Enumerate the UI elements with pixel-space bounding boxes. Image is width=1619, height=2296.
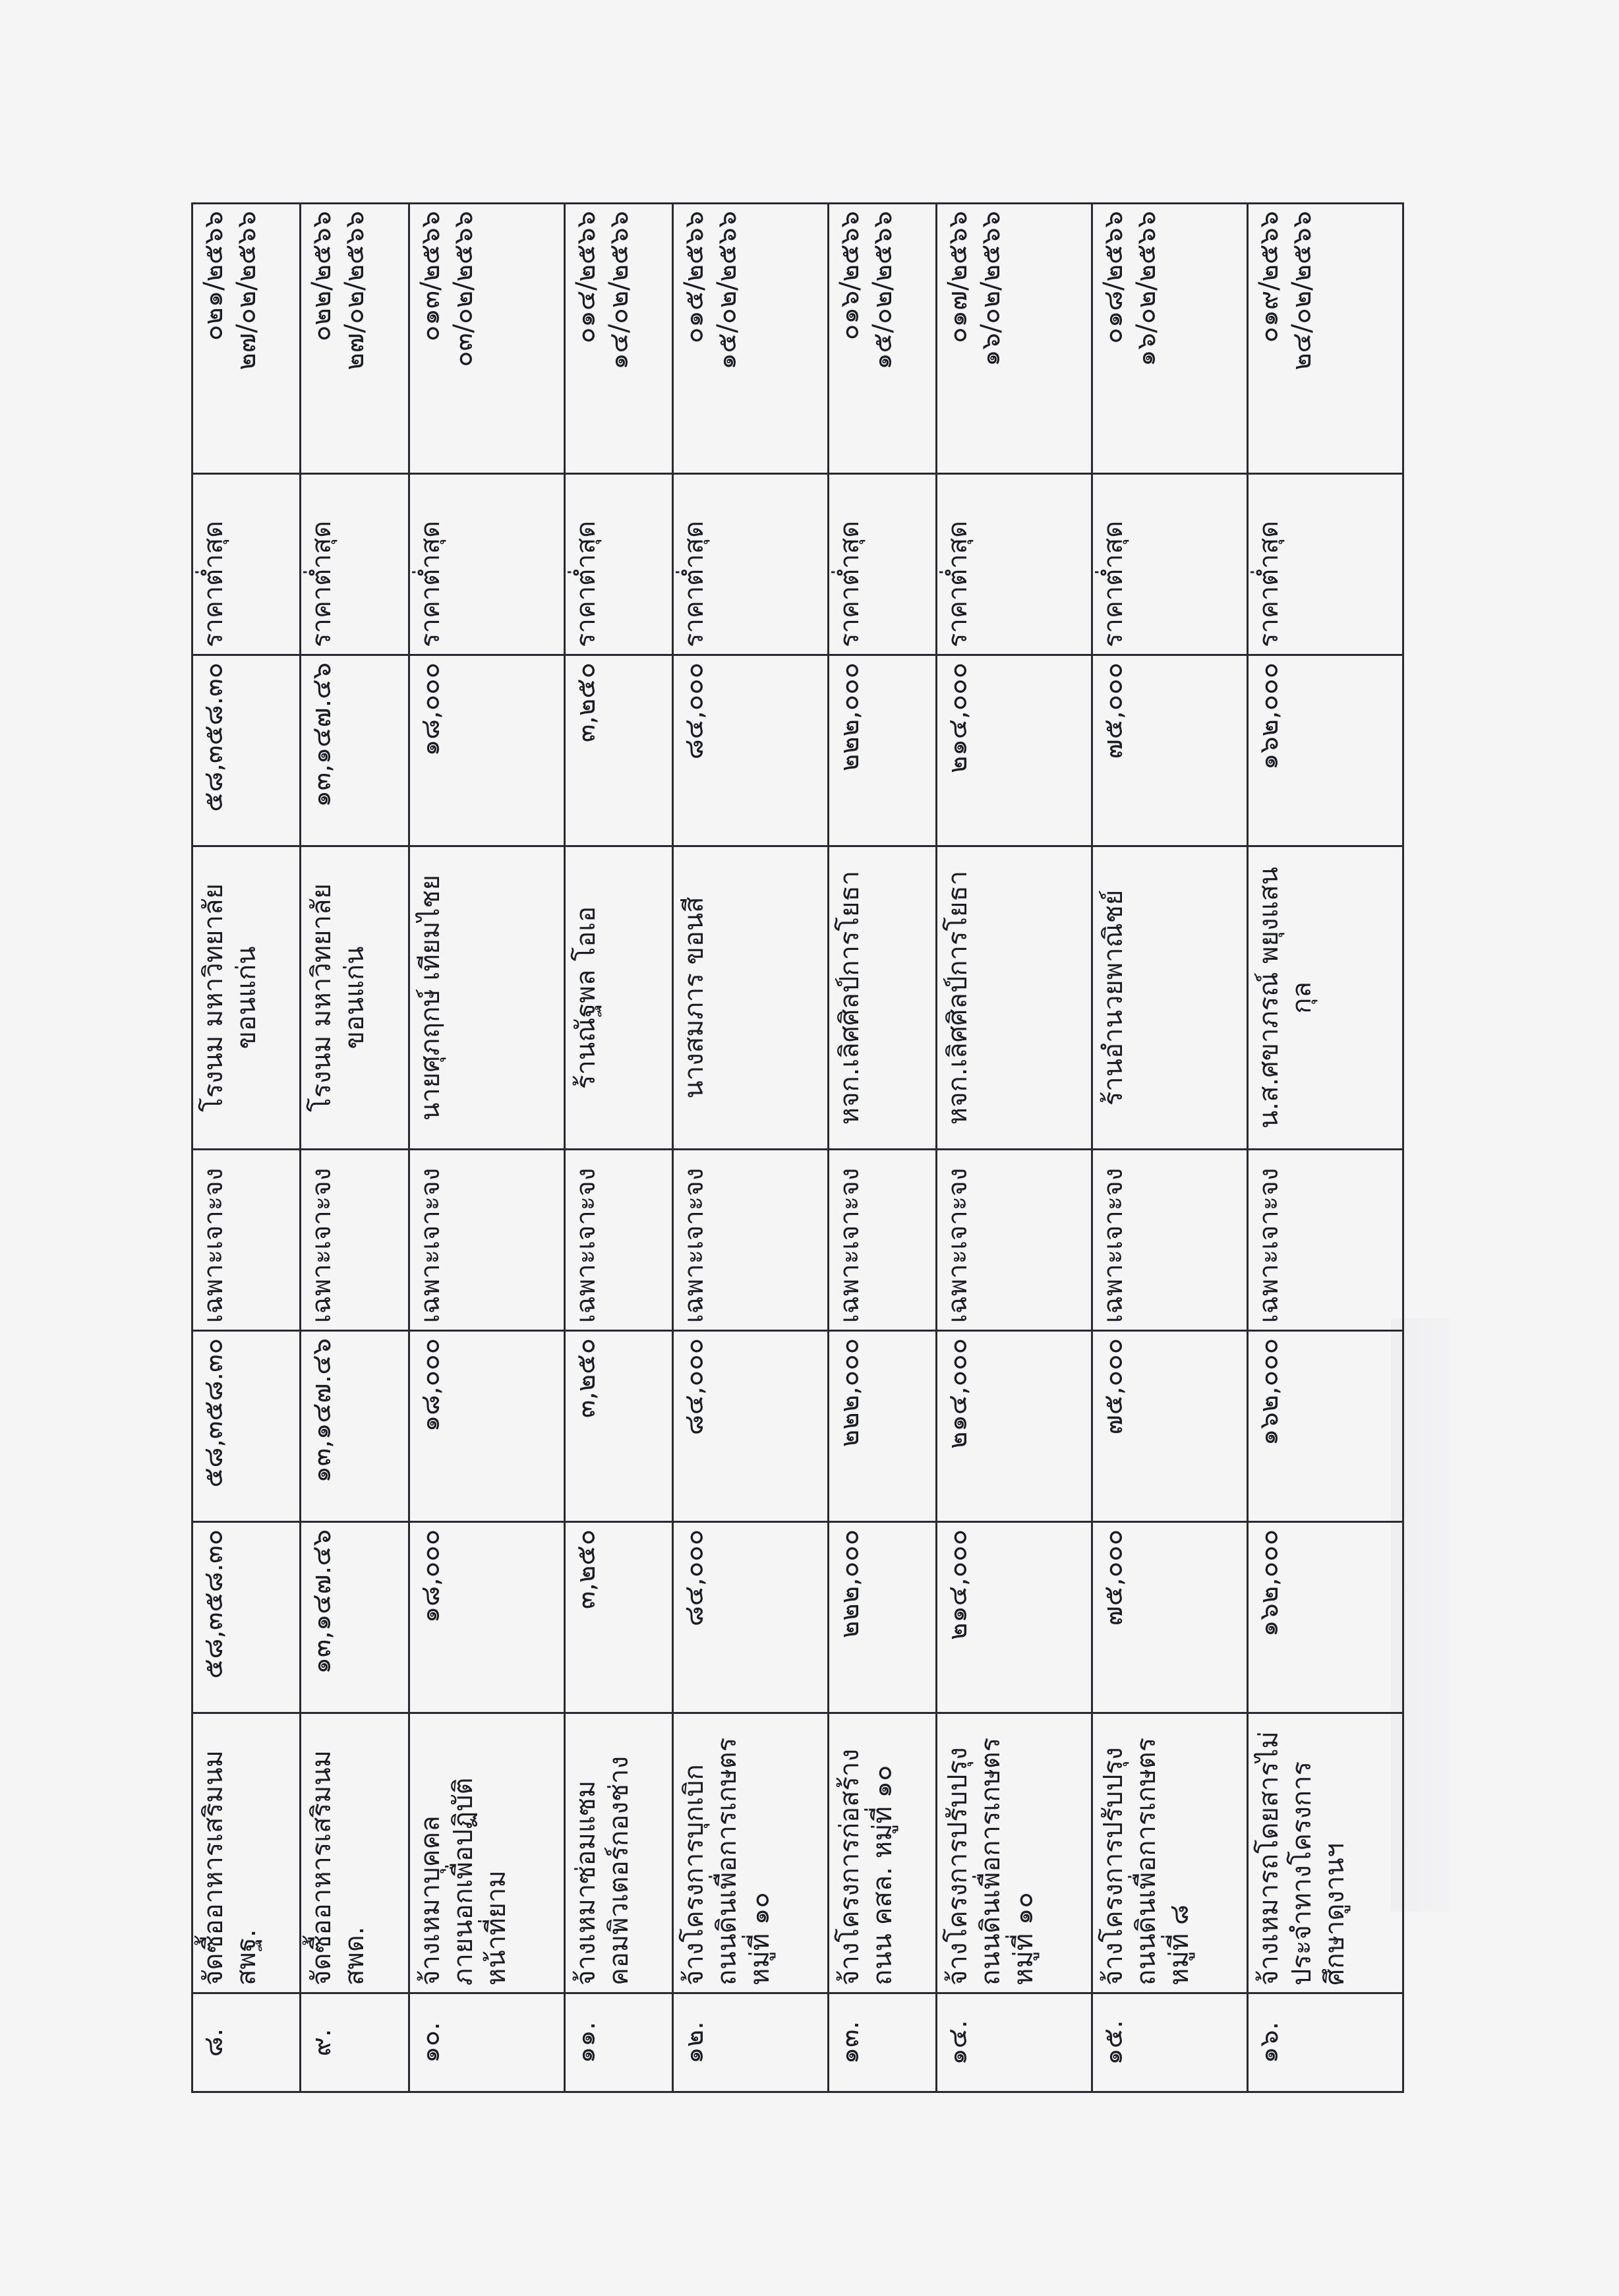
budget-amount: ๑๓,๑๔๗.๔๖: [301, 1522, 409, 1713]
contract-number-date: ๐๑๗/๒๕๖๖ ๑๖/๐๒/๒๕๖๖: [937, 204, 1092, 474]
median-price: ๓,๒๕๐: [564, 1331, 672, 1522]
contract-number-date: ๐๒๑/๒๕๖๖ ๒๗/๐๒/๒๕๖๖: [192, 204, 301, 474]
median-price: ๒๒๒,๐๐๐: [828, 1331, 936, 1522]
contract-amount: ๗๕,๐๐๐: [1092, 655, 1248, 846]
table-row: [828, 204, 936, 2092]
work-description: จ้างโครงการปรับปรุงถนนดินเพื่อการเกษตร หมู่ที่ ๑๐: [937, 1713, 1092, 1993]
selection-reason: ราคาต่ำสุด: [937, 474, 1092, 655]
contract-number-date: ๐๑๕/๒๕๖๖ ๑๕/๐๒/๒๕๖๖: [673, 204, 829, 474]
contract-amount: ๒๒๒,๐๐๐: [828, 655, 936, 846]
item-number: ๑๓.: [828, 1993, 936, 2092]
item-number: ๑๒.: [673, 1993, 829, 2092]
vendor-name: โรงนม มหาวิทยาลัยขอนแก่น: [192, 846, 301, 1150]
selection-reason: ราคาต่ำสุด: [673, 474, 829, 655]
vendor-name: โรงนม มหาวิทยาลัยขอนแก่น: [301, 846, 409, 1150]
selection-reason: ราคาต่ำสุด: [409, 474, 564, 655]
contract-amount: ๑๘,๐๐๐: [409, 655, 564, 846]
budget-amount: ๕๘,๓๕๘.๓๐: [192, 1522, 301, 1713]
work-description: จ้างเหมารถโดยสารไม่ประจำทางโครงการศึกษาดูงานฯ: [1248, 1713, 1403, 1993]
budget-amount: ๒๑๔,๐๐๐: [937, 1522, 1092, 1713]
work-description: จ้างโครงการบุกเบิกถนนดินเพื่อการเกษตร หมู่ที่ ๑๐: [673, 1713, 829, 1993]
selection-reason: ราคาต่ำสุด: [301, 474, 409, 655]
median-price: ๒๑๔,๐๐๐: [937, 1331, 1092, 1522]
budget-amount: ๑๖๒,๐๐๐: [1248, 1522, 1403, 1713]
procurement-method: เฉพาะเจาะจง: [1248, 1150, 1403, 1331]
item-number: ๑๔.: [937, 1993, 1092, 2092]
contract-number-date: ๐๑๖/๒๕๖๖ ๑๕/๐๒/๒๕๖๖: [828, 204, 936, 474]
contract-amount: ๑๖๒,๐๐๐: [1248, 655, 1403, 846]
contract-amount: ๕๘,๓๕๘.๓๐: [192, 655, 301, 846]
work-description: จัดซื้ออาหารเสริมนม สพด.: [301, 1713, 409, 1993]
work-description: จ้างเหมาบุคคลภายนอกเพื่อปฏิบัติหน้าที่ยาม: [409, 1713, 564, 1993]
procurement-table: [191, 202, 1404, 2093]
table-row: [937, 204, 1092, 2092]
work-description: จัดซื้ออาหารเสริมนม สพฐ.: [192, 1713, 301, 1993]
median-price: ๕๘,๓๕๘.๓๐: [192, 1331, 301, 1522]
median-price: ๑๘,๐๐๐: [409, 1331, 564, 1522]
table-row: [1092, 204, 1248, 2092]
contract-number-date: ๐๑๙/๒๕๖๖ ๒๔/๐๒/๒๕๖๖: [1248, 204, 1403, 474]
budget-amount: ๑๘,๐๐๐: [409, 1522, 564, 1713]
procurement-method: เฉพาะเจาะจง: [673, 1150, 829, 1331]
procurement-method: เฉพาะเจาะจง: [828, 1150, 936, 1331]
work-description: จ้างเหมาซ่อมแซมคอมพิวเตอร์กองช่าง: [564, 1713, 672, 1993]
budget-amount: ๓,๒๕๐: [564, 1522, 672, 1713]
budget-amount: ๗๕,๐๐๐: [1092, 1522, 1248, 1713]
budget-amount: ๒๒๒,๐๐๐: [828, 1522, 936, 1713]
selection-reason: ราคาต่ำสุด: [564, 474, 672, 655]
procurement-method: เฉพาะเจาะจง: [409, 1150, 564, 1331]
contract-number-date: ๐๒๒/๒๕๖๖ ๒๗/๐๒/๒๕๖๖: [301, 204, 409, 474]
vendor-name: น.ส.ศขาภรณ์ พยุงแสนกุล: [1248, 846, 1403, 1150]
procurement-method: เฉพาะเจาะจง: [1092, 1150, 1248, 1331]
table-row: [192, 204, 301, 2092]
median-price: ๑๖๒,๐๐๐: [1248, 1331, 1403, 1522]
selection-reason: ราคาต่ำสุด: [192, 474, 301, 655]
table-row: [1248, 204, 1403, 2092]
table-row: [409, 204, 564, 2092]
vendor-name: นายศุภฤกษ์ เทียมไชย: [409, 846, 564, 1150]
table-row: [564, 204, 672, 2092]
table-row: [301, 204, 409, 2092]
vendor-name: ร้านอำนวยพาณิชย์: [1092, 846, 1248, 1150]
selection-reason: ราคาต่ำสุด: [828, 474, 936, 655]
table-row: [673, 204, 829, 2092]
median-price: ๗๕,๐๐๐: [1092, 1331, 1248, 1522]
vendor-name: ร้านณัฐพล โอเอ: [564, 846, 672, 1150]
median-price: ๑๓,๑๔๗.๔๖: [301, 1331, 409, 1522]
contract-amount: ๘๔,๐๐๐: [673, 655, 829, 846]
item-number: ๑๐.: [409, 1993, 564, 2092]
work-description: จ้างโครงการปรับปรุงถนนดินเพื่อการเกษตร หมู่ที่ ๘: [1092, 1713, 1248, 1993]
budget-amount: ๘๔,๐๐๐: [673, 1522, 829, 1713]
procurement-method: เฉพาะเจาะจง: [192, 1150, 301, 1331]
vendor-name: นางสมภาร ขอนสี: [673, 846, 829, 1150]
contract-number-date: ๐๑๘/๒๕๖๖ ๑๖/๐๒/๒๕๖๖: [1092, 204, 1248, 474]
contract-amount: ๒๑๔,๐๐๐: [937, 655, 1092, 846]
item-number: ๑๖.: [1248, 1993, 1403, 2092]
item-number: ๑๕.: [1092, 1993, 1248, 2092]
procurement-method: เฉพาะเจาะจง: [564, 1150, 672, 1331]
vendor-name: หจก.เลิศศิลป์การโยธา: [828, 846, 936, 1150]
median-price: ๘๔,๐๐๐: [673, 1331, 829, 1522]
table-body: [192, 204, 1403, 2092]
contract-number-date: ๐๑๔/๒๕๖๖ ๑๔/๐๒/๒๕๖๖: [564, 204, 672, 474]
work-description: จ้างโครงการก่อสร้างถนน คสล. หมู่ที่ ๑๐: [828, 1713, 936, 1993]
procurement-method: เฉพาะเจาะจง: [937, 1150, 1092, 1331]
item-number: ๙.: [301, 1993, 409, 2092]
vendor-name: หจก.เลิศศิลป์การโยธา: [937, 846, 1092, 1150]
rotated-table-area: [191, 204, 1404, 2093]
procurement-method: เฉพาะเจาะจง: [301, 1150, 409, 1331]
contract-number-date: ๐๑๓/๒๕๖๖ ๐๓/๐๒/๒๕๖๖: [409, 204, 564, 474]
selection-reason: ราคาต่ำสุด: [1248, 474, 1403, 655]
item-number: ๑๑.: [564, 1993, 672, 2092]
contract-amount: ๓,๒๕๐: [564, 655, 672, 846]
contract-amount: ๑๓,๑๔๗.๔๖: [301, 655, 409, 846]
item-number: ๘.: [192, 1993, 301, 2092]
selection-reason: ราคาต่ำสุด: [1092, 474, 1248, 655]
